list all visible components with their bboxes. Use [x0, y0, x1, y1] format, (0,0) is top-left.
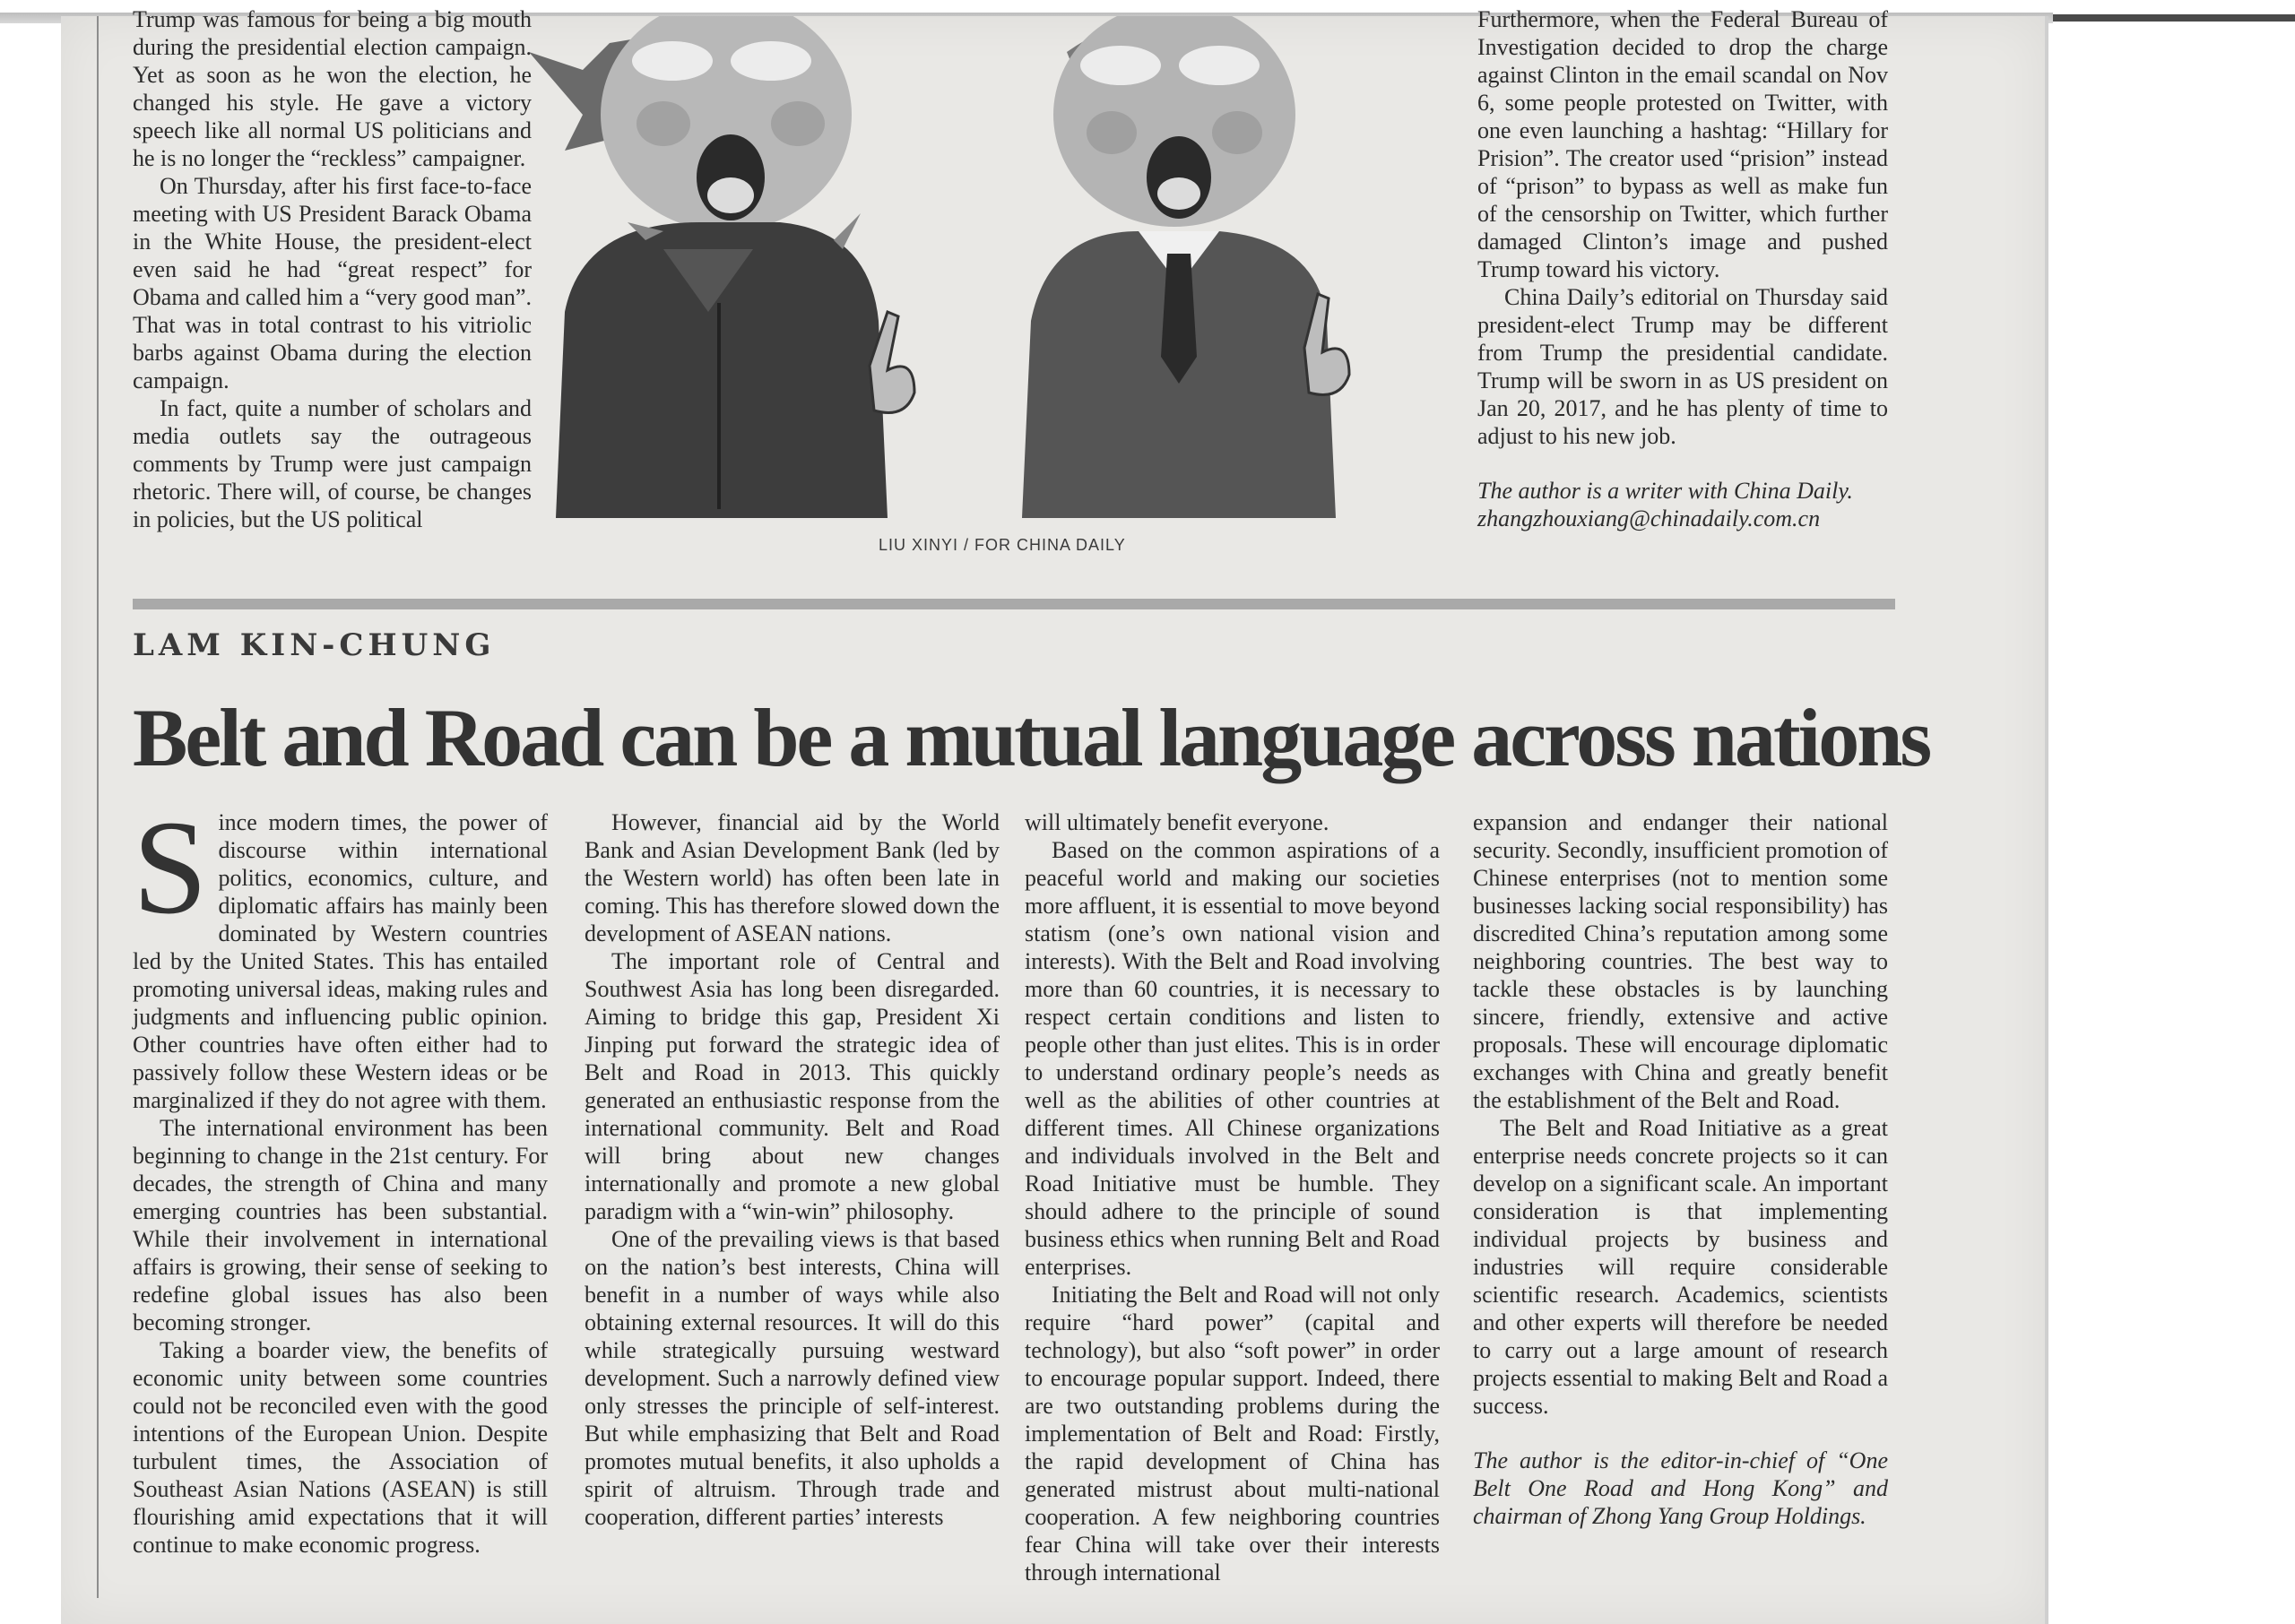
article-column-3: [1025, 808, 1440, 1586]
upper-author-note: The author is a writer with China Daily.: [1477, 478, 1853, 504]
article-col4-para-1: expansion and endanger their national security. Secondly, insufficient promotion of Chinese enterprises (not to mention some businesses lacking social responsibility) has discredited China’s reputation among some neighboring countries. The best way to tackle these obstacles is by launching sincere, friendly, extensive and active proposals. These will encourage diplomatic exchanges with China and greatly benefit the establishment of the Belt and Road.: [1473, 809, 1888, 1113]
article-col3-para-3: Initiating the Belt and Road will not only require “hard power” (capital and technology), but also “soft power” in order to encourage popular support. Indeed, there are two outstanding problems during the implementation of Belt and Road: Firstly, the rapid development of China has generated mistrust about multi-national cooperation. A few neighboring countries fear China will take over their interests through international: [1025, 1282, 1440, 1585]
upper-author-email: zhangzhouxiang@chinadaily.com.cn: [1477, 505, 1821, 531]
article-col1-para-2: The international environment has been beginning to change in the 21st century. For decades, the strength of China and many emerging countries has been substantial. While their involvement in international affairs is growing, their sense of seeking to redefine global issues has also been becoming stronger.: [133, 1115, 548, 1335]
column-rule-left: [97, 16, 99, 1598]
upper-right-column: [1477, 5, 1888, 532]
article-col1-para-3: Taking a boarder view, the benefits of economic unity between some countries could not be reconciled even with the good intentions of the European Union. Despite turbulent times, the Association of Southeast Asian Nations (ASEAN) is still flourishing amid expectations that it will continue to make economic progress.: [133, 1337, 548, 1558]
upper-right-para-2: China Daily’s editorial on Thursday said president-elect Trump may be different from Trump the presidential candidate. Trump will be sworn in as US president on Jan 20, 2017, and he has plenty of time to adjust to his new job.: [1477, 284, 1888, 449]
article-col2-para-2: The important role of Central and Southwest Asia has long been disregarded. Aiming to bridge this gap, President Xi Jinping put forward the strategic idea of Belt and Road in 2013. This quickly generated an enthusiastic response from the international community. Belt and Road will bring about new changes internationally and promote a new global paradigm with a “win-win” philosophy.: [585, 948, 1000, 1224]
article-col2-para-3: One of the prevailing views is that based on the nation’s best interests, China will benefit in a number of ways while also obtaining external resources. It will do this while strategically pursuing westward development. Such a narrowly defined view only stresses the principle of self-interest. But while emphasizing that Belt and Road promotes mutual benefits, it also upholds a spirit of altruism. Through trade and cooperation, different parties’ interests: [585, 1226, 1000, 1530]
article-col3-para-2: Based on the common aspirations of a peaceful world and making our societies more affluent, it is essential to move beyond statism (one’s own national vision and interests). With the Belt and Road involving more than 60 countries, it is necessary to respect certain conditions and listen to people other than just elites. This is in order to understand ordinary people’s needs as well as the abilities of other countries at different times. All Chinese organizations and individuals involved in the Belt and Road Initiative must be humble. They should adhere to the principle of sound business ethics when running Belt and Road enterprises.: [1025, 837, 1440, 1280]
cartoon-caption: LIU XINYI / FOR CHINA DAILY: [879, 536, 1126, 554]
article-col1-para-1: ince modern times, the power of discourse within international politics, economics, culture, and diplomatic affairs has mainly been dominated by Western countries led by the United States. This has entailed promoting universal ideas, making rules and judgments and influencing public opinion. Other countries have often either had to passively follow these Western ideas or be marginalized if they do not agree with them.: [133, 809, 548, 1113]
caricature-illustration: [529, 16, 1479, 536]
article-col2-para-1: However, financial aid by the World Bank and Asian Development Bank (led by the Western world) has often been late in coming. This has therefore slowed down the development of ASEAN nations.: [585, 809, 1000, 946]
upper-left-para-2: On Thursday, after his first face-to-face meeting with US President Barack Obama in the White House, the president-elect even said he had “great respect” for Obama and called him a “very good man”. That was in total contrast to his vitriolic barbs against Obama during the election campaign.: [133, 173, 532, 393]
caricature-figure-right: [1022, 16, 1349, 518]
article-headline: Belt and Road can be a mutual language across nations: [133, 692, 1930, 783]
upper-right-para-1: Furthermore, when the Federal Bureau of Investigation decided to drop the charge against Clinton in the email scandal on Nov 6, some people protested on Twitter, with one even launching a hashtag: “Hillary for Prision”. The creator used “prision” instead of “prison” to bypass as well as make fun of the censorship on Twitter, which further damaged Clinton’s image and pushed Trump toward his victory.: [1477, 6, 1888, 282]
article-column-1: [133, 793, 548, 1559]
upper-left-para-1: Trump was famous for being a big mouth during the presidential election campaign. Yet as soon as he won the election, he changed his style. He gave a victory speech like all normal US politicians and he is no longer the “reckless” campaigner.: [133, 6, 532, 171]
article-dropcap: S: [133, 793, 208, 942]
upper-left-column: [133, 5, 532, 533]
article-col4-para-2: The Belt and Road Initiative as a great enterprise needs concrete projects so it can develop on a significant scale. An important consideration is that implementing individual projects by business and industries will require considerable scientific research. Academics, scientists and other experts will therefore be needed to carry out a large amount of research projects essential to making Belt and Road a success.: [1473, 1115, 1888, 1419]
article-column-4: [1473, 808, 1888, 1530]
article-column-2: [585, 808, 1000, 1531]
article-author-note: The author is the editor-in-chief of “One Belt One Road and Hong Kong” and chairman of Zhong Yang Group Holdings.: [1473, 1447, 1888, 1529]
section-divider: [133, 599, 1895, 609]
article-byline: LAM KIN-CHUNG: [133, 627, 496, 663]
article-col3-para-1: will ultimately benefit everyone.: [1025, 809, 1329, 835]
caricature-figure-left: [529, 16, 914, 518]
scan-edge-bar-dark: [2053, 14, 2295, 22]
upper-left-para-3: In fact, quite a number of scholars and media outlets say the outrageous comments by Trump were just campaign rhetoric. There will, of course, be changes in policies, but the US political: [133, 395, 532, 532]
page-edge-shadow: [2045, 16, 2048, 1624]
